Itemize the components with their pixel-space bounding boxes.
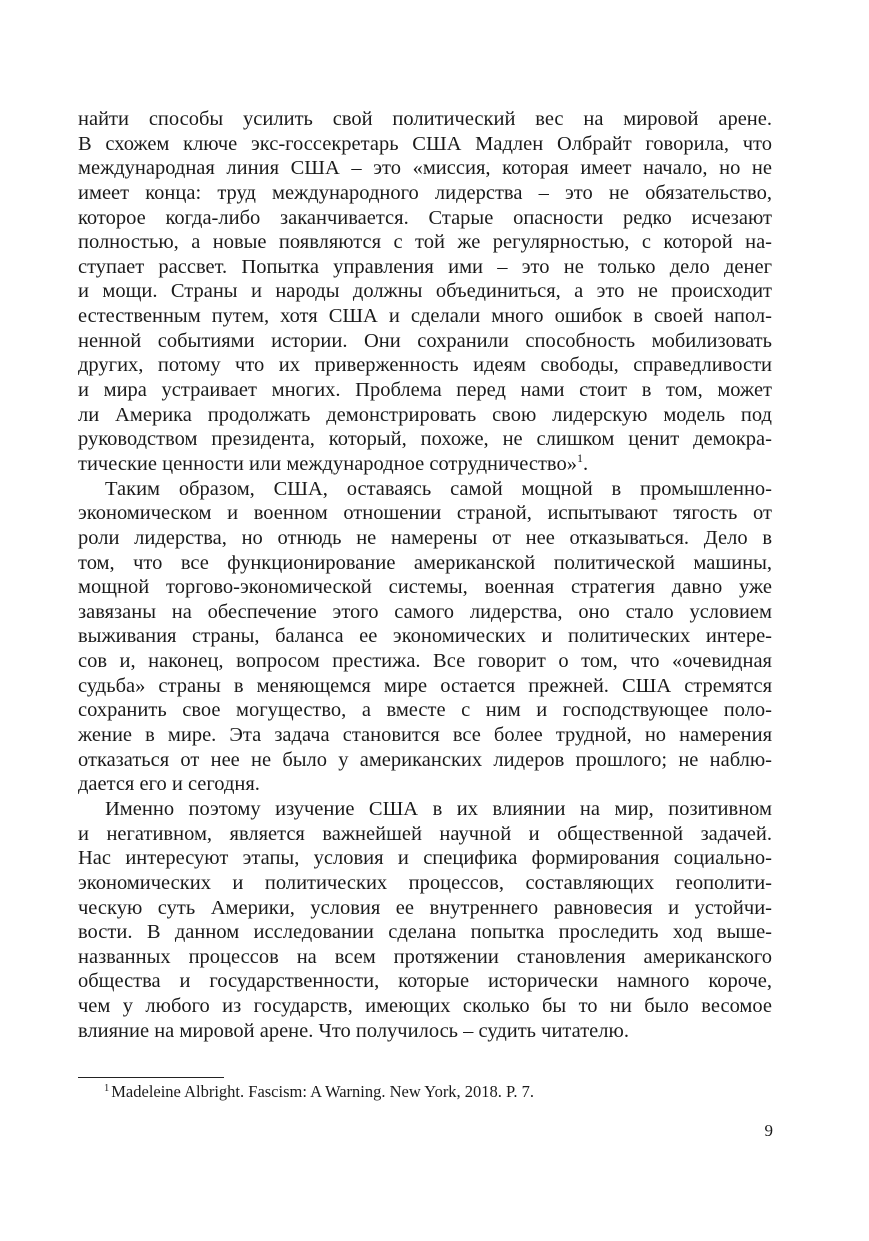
text-line: естественным путем, хотя США и сделали много ошибок в своей напол- (78, 305, 772, 328)
text-line: имеет конца: труд международного лидерства – это не обязательство, (78, 181, 772, 204)
text-line: выживания страны, баланса ее экономических и политических интере- (78, 625, 772, 648)
text-line: и мощи. Страны и народы должны объединиться, а это не происходит (78, 280, 772, 303)
footnote-text: Madeleine Albright. Fascism: A Warning. New York, 2018. P. 7. (111, 1082, 535, 1101)
sentence-end: . (582, 452, 589, 475)
text-line: Именно поэтому изучение США в их влиянии на мир, позитивном (105, 797, 772, 820)
text-line: отказаться от нее не было у американских лидеров прошлого; не наблю- (78, 748, 772, 771)
paragraph-1 (78, 107, 772, 477)
footnote-number: 1 (104, 1083, 110, 1094)
text-line: влияние на мировой арене. Что получилось – судить читателю. (78, 1019, 629, 1042)
text-line: найти способы усилить свой политический вес на мировой арене. (78, 108, 772, 130)
footnote-divider (78, 1077, 224, 1078)
paragraph-2 (78, 477, 772, 797)
page-body (78, 107, 772, 1043)
text-line: названных процессов на всем протяжении становления американского (78, 945, 772, 968)
text-line: роли лидерства, но отнюдь не намерены от нее отказываться. Дело в (78, 526, 772, 549)
text-line: ли Америка продолжать демонстрировать свою лидерскую модель под (78, 403, 772, 426)
text-line: ступает рассвет. Попытка управления ими – это не только дело денег (78, 255, 772, 278)
text-line: Таким образом, США, оставаясь самой мощной в промышленно- (105, 477, 772, 500)
text-line: завязаны на обеспечение этого самого лидерства, оно стало условием (78, 600, 772, 623)
text-line: полностью, а новые появляются с той же регулярностью, с которой на- (78, 231, 772, 254)
text-line: дается его и сегодня. (78, 773, 260, 796)
text-line: международная линия США – это «миссия, которая имеет начало, но не (78, 157, 772, 180)
text-line: Нас интересуют этапы, условия и специфика формирования социально- (78, 847, 772, 870)
text-line: мощной торгово-экономической системы, военная стратегия давно уже (78, 576, 772, 599)
text-line: сов и, наконец, вопросом престижа. Все говорит о том, что «очевидная (78, 650, 772, 673)
text-line: судьба» страны в меняющемся мире остается прежней. США стремятся (78, 674, 772, 697)
text-line (78, 452, 772, 477)
text-line: экономических и политических процессов, составляющих геополити- (78, 871, 772, 894)
text-line: руководством президента, который, похоже, не слишком ценит демокра- (78, 428, 772, 451)
text-line: общества и государственности, которые исторически намного короче, (78, 970, 772, 993)
text-line: которое когда-либо заканчивается. Старые опасности редко исчезают (78, 206, 772, 229)
text-line: экономическом и военном отношении страной, испытывают тягость от (78, 502, 772, 525)
page-number: 9 (764, 1121, 773, 1140)
text-line: том, что все функционирование американской политической машины, (78, 551, 772, 574)
text-line: вости. В данном исследовании сделана попытка проследить ход выше- (78, 921, 772, 944)
text-line: ческую суть Америки, условия ее внутреннего равновесия и устойчи- (78, 896, 772, 919)
text-line: и мира устраивает многих. Проблема перед нами стоит в том, может (78, 379, 772, 402)
text-line-content: тические ценности или международное сотрудничество» (78, 452, 577, 475)
paragraph-3 (78, 797, 772, 1043)
text-line: других, потому что их приверженность идеям свободы, справедливости (78, 354, 772, 377)
text-line: и негативном, является важнейшей научной и общественной задачей. (78, 822, 772, 845)
text-line: чем у любого из государств, имеющих сколько бы то ни было весомое (78, 995, 772, 1018)
text-line: сохранить свое могущество, а вместе с ним и господствующее поло- (78, 699, 772, 722)
text-line: ненной событиями истории. Они сохранили способность мобилизовать (78, 329, 772, 352)
footnote-reference[interactable]: 1 (576, 450, 583, 465)
text-line: В схожем ключе экс-госсекретарь США Мадлен Олбрайт говорила, что (78, 132, 772, 155)
text-line: жение в мире. Эта задача становится все более трудной, но намерения (78, 724, 772, 747)
footnote (104, 1082, 534, 1102)
